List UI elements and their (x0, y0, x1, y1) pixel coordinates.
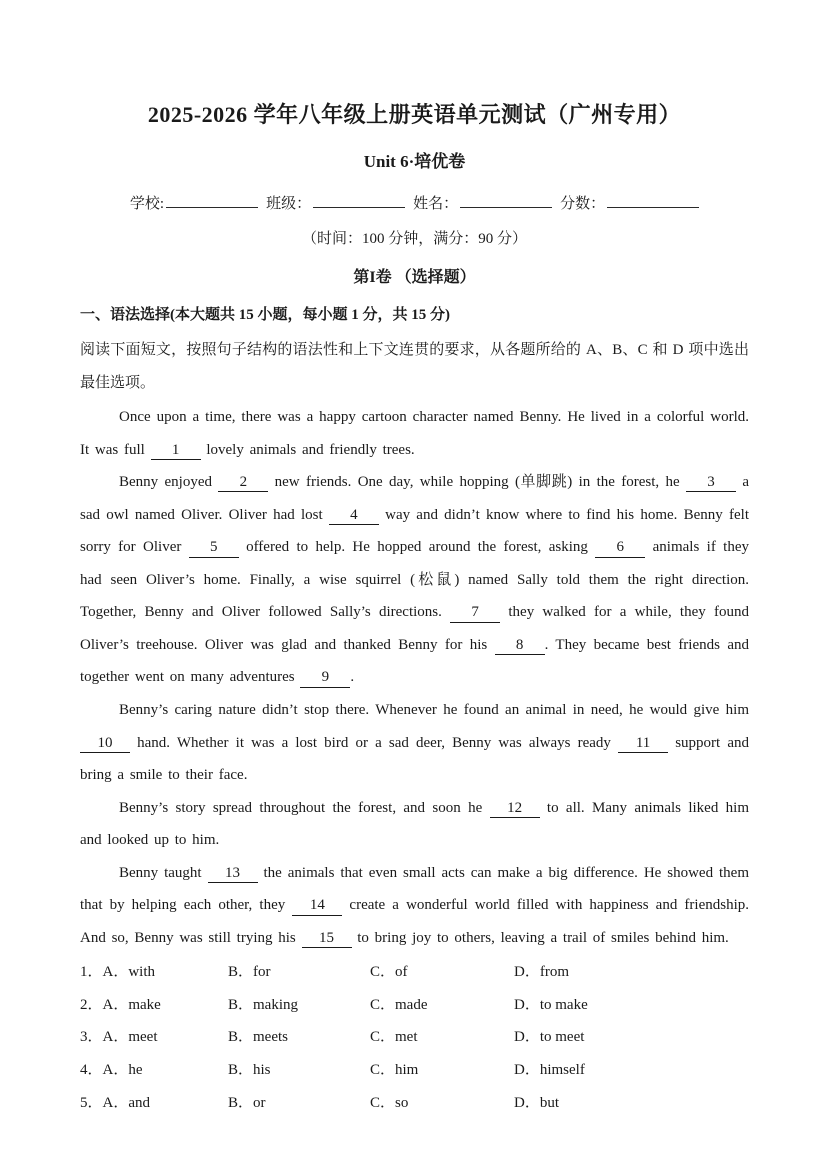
question-options-list (80, 956, 749, 1119)
time-score-line: （时间：100 分钟，满分：90 分） (301, 231, 527, 247)
student-info-line (80, 192, 749, 213)
question-1-option-D: D．from (514, 964, 569, 981)
cloze-blank-14: 14 (292, 897, 342, 915)
question-4-option-D: D．himself (514, 1062, 585, 1079)
question-row-3 (80, 1021, 749, 1054)
question-2-option-B: B．making (228, 996, 298, 1013)
question-row-1 (80, 956, 749, 989)
question-2-option-C: C．made (370, 996, 428, 1013)
question-5-option-C: C．so (370, 1094, 409, 1111)
cloze-blank-7: 7 (450, 604, 500, 622)
cloze-blank-8: 8 (495, 637, 545, 655)
cloze-blank-3: 3 (686, 474, 736, 492)
question-3-option-C: C．met (370, 1029, 418, 1046)
question-row-2 (80, 989, 749, 1022)
info-field-blank (607, 192, 699, 208)
question-3-option-D: D．to meet (514, 1029, 585, 1046)
info-field-label: 姓名： (413, 196, 459, 212)
info-field-blank (166, 192, 258, 208)
question-1-option-C: C．of (370, 964, 408, 981)
cloze-blank-4: 4 (329, 507, 379, 525)
part1-instructions: 阅读下面短文，按照句子结构的语法性和上下文连贯的要求，从各题所给的 A、B、C 和 D 项中选出最佳选项。 (80, 342, 749, 391)
passage-paragraph: Benny’s caring nature didn’t stop there. Whenever he found an animal in need, he would give him 10 hand. Whether it was a lost bird or a sad deer, Benny was always ready 11 support and bring a smile to their face. (80, 702, 749, 784)
cloze-blank-15: 15 (302, 930, 352, 948)
question-2-option-D: D．to make (514, 996, 588, 1013)
info-field-label: 分数： (560, 196, 606, 212)
question-4-option-A: 4．A．he (80, 1062, 143, 1079)
cloze-passage (80, 401, 749, 954)
info-field-blank (460, 192, 552, 208)
part1-heading: 一、语法选择(本大题共 15 小题，每小题 1 分，共 15 分) (80, 307, 450, 323)
question-row-5 (80, 1087, 749, 1120)
cloze-blank-12: 12 (490, 800, 540, 818)
passage-paragraph: Benny enjoyed 2 new friends. One day, while hopping (单脚跳) in the forest, he 3 a sad owl named Oliver. Oliver had lost 4 way and didn’t know where to find his home. Benny felt sorry for Oliver 5 offered to help. He hopped around the forest, asking 6 animals if they had seen Oliver’s home. Finally, a wise squirrel (松鼠) named Sally told them the right direction. Together, Benny and Oliver followed Sally’s directions. 7 they walked for a while, they found Oliver’s treehouse. Oliver was glad and thanked Benny for his 8 . They became best friends and together went on many adventures 9 . (80, 466, 749, 694)
question-5-option-A: 5．A．and (80, 1094, 150, 1111)
cloze-blank-1: 1 (151, 442, 201, 460)
question-row-4 (80, 1054, 749, 1087)
question-3-option-B: B．meets (228, 1029, 288, 1046)
cloze-blank-9: 9 (300, 669, 350, 687)
cloze-blank-2: 2 (218, 474, 268, 492)
page-subtitle: Unit 6·培优卷 (363, 152, 466, 171)
passage-paragraph: Benny’s story spread throughout the forest, and soon he 12 to all. Many animals liked him and looked up to him. (80, 799, 749, 849)
info-field-label: 班级： (266, 196, 312, 212)
question-1-option-B: B．for (228, 964, 271, 981)
passage-paragraph: Once upon a time, there was a happy cartoon character named Benny. He lived in a colorful world. It was full 1 lovely animals and friendly trees. (80, 401, 749, 466)
cloze-blank-6: 6 (595, 539, 645, 557)
section-title: 第I卷 （选择题） (353, 269, 476, 286)
cloze-blank-13: 13 (208, 865, 258, 883)
info-field-blank (313, 192, 405, 208)
page-title: 2025-2026 学年八年级上册英语单元测试（广州专用） (147, 102, 682, 127)
question-5-option-B: B．or (228, 1094, 266, 1111)
cloze-blank-11: 11 (618, 735, 668, 753)
question-4-option-C: C．him (370, 1062, 419, 1079)
question-2-option-A: 2．A．make (80, 996, 161, 1013)
passage-paragraph: Benny taught 13 the animals that even small acts can make a big difference. He showed them that by helping each other, they 14 create a wonderful world filled with happiness and friendship. And so, Benny was still trying his 15 to bring joy to others, leaving a trail of smiles behind him. (80, 857, 749, 955)
question-4-option-B: B．his (228, 1062, 271, 1079)
question-1-option-A: 1．A．with (80, 964, 156, 981)
info-field-label: 学校: (129, 196, 165, 212)
question-5-option-D: D．but (514, 1094, 560, 1111)
cloze-blank-10: 10 (80, 735, 130, 753)
cloze-blank-5: 5 (189, 539, 239, 557)
question-3-option-A: 3．A．meet (80, 1029, 158, 1046)
